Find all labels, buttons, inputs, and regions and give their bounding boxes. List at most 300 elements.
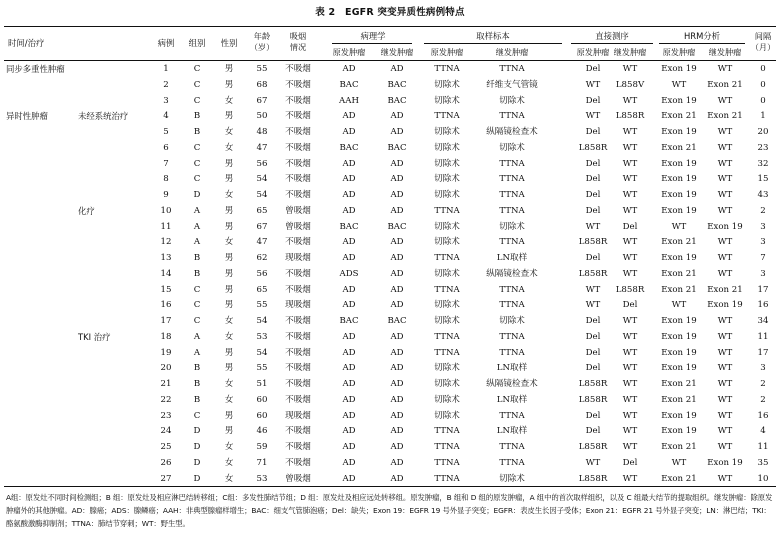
cell-interval: 15 <box>757 174 769 185</box>
cell-pathology-primary: BAC <box>339 316 359 326</box>
cell-pathology-primary: AD <box>342 379 356 389</box>
cell-smoking: 不吸烟 <box>285 363 311 374</box>
cell-smoking: 不吸烟 <box>285 190 311 200</box>
header-age-unit: （岁） <box>249 42 275 52</box>
cell-hrm-secondary: WT <box>717 394 733 405</box>
cell-interval: 0 <box>760 95 766 106</box>
cell-sex: 男 <box>224 174 234 185</box>
cell-sample-primary: 切除术 <box>434 268 460 279</box>
cell-hrm-primary: WT <box>671 79 687 90</box>
cell-sample-primary: 切除术 <box>434 300 460 311</box>
cell-hrm-secondary: WT <box>717 237 733 248</box>
subheader-secondary: 继发肿瘤 <box>613 47 647 57</box>
cell-seq-primary: WT <box>585 79 601 90</box>
cell-pathology-secondary: AD <box>390 394 404 405</box>
cell-sex: 男 <box>224 205 234 216</box>
cell-sample-primary: 切除术 <box>434 394 460 405</box>
cell-smoking: 不吸烟 <box>285 457 311 468</box>
cell-pathology-secondary: BAC <box>387 221 407 232</box>
cell-pathology-secondary: BAC <box>387 95 407 106</box>
cell-hrm-secondary: WT <box>717 363 733 374</box>
cell-sample-secondary: TTNA <box>499 457 525 468</box>
cell-sex: 男 <box>224 426 234 437</box>
cell-pathology-secondary: AD <box>390 331 404 342</box>
cell-sample-primary: 切除术 <box>434 127 460 137</box>
cell-sample-secondary: TTNA <box>499 158 525 169</box>
cell-sample-secondary: 切除术 <box>499 142 525 153</box>
cell-smoking: 不吸烟 <box>285 268 311 279</box>
cell-seq-primary: Del <box>585 205 601 216</box>
cell-smoking: 不吸烟 <box>285 174 311 185</box>
cell-interval: 11 <box>757 331 769 342</box>
cell-smoking: 不吸烟 <box>285 95 311 106</box>
cell-hrm-secondary: Exon 21 <box>707 79 743 90</box>
cell-seq-secondary: WT <box>622 268 638 279</box>
cell-sample-primary: TTNA <box>434 205 460 216</box>
cell-sex: 女 <box>224 394 234 405</box>
cell-interval: 7 <box>760 253 766 263</box>
cell-case-id: 1 <box>163 64 169 74</box>
cell-pathology-primary: AD <box>342 363 356 374</box>
cell-hrm-secondary: WT <box>717 190 733 200</box>
cell-pathology-primary: AD <box>342 300 356 311</box>
cell-sample-secondary: TTNA <box>499 331 525 342</box>
hrm-underline <box>659 43 745 44</box>
header-direct-sequencing: 直接测序 <box>595 31 629 41</box>
cell-pathology-primary: AD <box>342 473 356 484</box>
subheader-primary: 原发肿瘤 <box>662 47 696 57</box>
cell-interval: 3 <box>760 237 766 248</box>
cell-age: 56 <box>256 158 268 169</box>
cell-pathology-primary: BAC <box>339 79 359 90</box>
cell-seq-secondary: WT <box>622 410 638 421</box>
cell-sex: 女 <box>224 142 234 153</box>
cell-sex: 女 <box>224 331 234 342</box>
cell-group: A <box>193 237 201 248</box>
cell-hrm-secondary: WT <box>717 442 733 452</box>
cell-pathology-primary: BAC <box>339 142 359 153</box>
cell-seq-primary: WT <box>585 300 601 311</box>
cell-sample-primary: TTNA <box>434 331 460 342</box>
cell-interval: 11 <box>757 442 769 452</box>
cell-pathology-secondary: AD <box>390 410 404 421</box>
cell-hrm-secondary: Exon 21 <box>707 111 743 122</box>
subheader-secondary: 继发肿瘤 <box>495 47 529 57</box>
cell-interval: 35 <box>757 457 769 468</box>
cell-group: D <box>193 426 201 437</box>
cell-group: A <box>193 347 201 358</box>
cell-pathology-secondary: AD <box>390 127 404 137</box>
cell-group: B <box>193 268 201 279</box>
header-sample: 取样标本 <box>476 31 510 41</box>
cell-hrm-secondary: WT <box>717 379 733 389</box>
cell-interval: 34 <box>757 316 769 326</box>
cell-group: B <box>193 379 201 389</box>
cell-smoking: 不吸烟 <box>285 394 311 405</box>
cell-hrm-secondary: WT <box>717 316 733 326</box>
cell-seq-secondary: WT <box>622 331 638 342</box>
cell-sex: 女 <box>224 442 234 452</box>
cell-sex: 男 <box>224 410 234 421</box>
cell-sample-secondary: 纵隔镜检查术 <box>486 379 538 389</box>
cell-pathology-primary: AD <box>342 111 356 122</box>
header-smoking-2: 情况 <box>289 42 307 52</box>
cell-case-id: 27 <box>160 473 172 484</box>
cell-smoking: 不吸烟 <box>285 442 311 452</box>
cell-group: C <box>193 79 201 90</box>
header-hrm-analysis: HRM分析 <box>683 31 721 41</box>
cell-sex: 男 <box>224 268 234 279</box>
header-smoking: 吸烟 <box>289 31 307 41</box>
cell-seq-secondary: Del <box>622 300 638 311</box>
cell-age: 53 <box>256 331 268 342</box>
cell-sample-primary: 切除术 <box>434 190 460 200</box>
cell-sex: 女 <box>224 379 234 389</box>
cell-case-id: 12 <box>160 237 172 248</box>
group-label: 化疗 <box>78 205 95 216</box>
cell-hrm-primary: Exon 19 <box>661 253 697 263</box>
cell-case-id: 13 <box>160 253 172 263</box>
cell-sample-primary: 切除术 <box>434 237 460 248</box>
cell-sample-secondary: 切除术 <box>499 316 525 326</box>
cell-sex: 女 <box>224 95 234 106</box>
cell-case-id: 6 <box>163 142 169 153</box>
cell-pathology-secondary: AD <box>390 473 404 484</box>
cell-seq-primary: L858R <box>578 237 608 248</box>
cell-group: C <box>193 284 201 295</box>
header-sex: 性别 <box>220 38 238 48</box>
cell-hrm-secondary: Exon 19 <box>707 457 743 468</box>
cell-seq-secondary: WT <box>622 379 638 389</box>
table-bottom-rule <box>4 486 776 487</box>
cell-hrm-primary: Exon 19 <box>661 347 697 358</box>
cell-age: 65 <box>256 205 268 216</box>
cell-age: 48 <box>256 127 268 137</box>
cell-pathology-secondary: AD <box>390 190 404 200</box>
cell-smoking: 不吸烟 <box>285 347 311 358</box>
cell-seq-secondary: WT <box>622 442 638 452</box>
cell-hrm-primary: Exon 19 <box>661 64 697 74</box>
cell-age: 50 <box>256 111 268 122</box>
cell-case-id: 23 <box>160 410 172 421</box>
cell-seq-primary: L858R <box>578 473 608 484</box>
cell-pathology-primary: AD <box>342 284 356 295</box>
cell-sample-secondary: TTNA <box>499 237 525 248</box>
cell-pathology-secondary: AD <box>390 253 404 263</box>
cell-seq-secondary: WT <box>622 190 638 200</box>
cell-seq-secondary: WT <box>622 64 638 74</box>
cell-interval: 3 <box>760 363 766 374</box>
cell-hrm-primary: Exon 19 <box>661 190 697 200</box>
cell-pathology-primary: AD <box>342 331 356 342</box>
cell-age: 54 <box>256 347 268 358</box>
pathology-underline <box>332 43 412 44</box>
cell-seq-primary: L858R <box>578 142 608 153</box>
cell-interval: 0 <box>760 79 766 90</box>
cell-pathology-primary: AD <box>342 158 356 169</box>
subheader-primary: 原发肿瘤 <box>576 47 610 57</box>
cell-seq-secondary: L858R <box>615 284 645 295</box>
cell-seq-primary: Del <box>585 95 601 106</box>
cell-group: B <box>193 394 201 405</box>
cell-pathology-primary: AD <box>342 205 356 216</box>
cell-sample-primary: TTNA <box>434 426 460 437</box>
cell-seq-secondary: WT <box>622 473 638 484</box>
cell-group: C <box>193 158 201 169</box>
header-interval: 间隔 <box>754 31 772 41</box>
cell-age: 71 <box>256 457 268 468</box>
cell-sample-primary: 切除术 <box>434 95 460 106</box>
cell-seq-primary: Del <box>585 190 601 200</box>
cell-pathology-secondary: AD <box>390 363 404 374</box>
cell-smoking: 不吸烟 <box>285 379 311 389</box>
cell-sex: 女 <box>224 237 234 248</box>
cell-sample-primary: TTNA <box>434 253 460 263</box>
header-group: 组别 <box>188 38 206 48</box>
cell-age: 67 <box>256 95 268 106</box>
cell-interval: 10 <box>757 473 769 484</box>
cell-seq-primary: Del <box>585 174 601 185</box>
cell-smoking: 现吸烟 <box>285 300 311 311</box>
cell-age: 68 <box>256 79 268 90</box>
cell-seq-primary: L858R <box>578 394 608 405</box>
cell-sex: 女 <box>224 190 234 200</box>
cell-hrm-primary: Exon 21 <box>661 268 697 279</box>
cell-hrm-secondary: WT <box>717 473 733 484</box>
cell-pathology-primary: AD <box>342 394 356 405</box>
cell-interval: 16 <box>757 300 769 311</box>
cell-pathology-secondary: AD <box>390 284 404 295</box>
cell-sex: 男 <box>224 64 234 74</box>
cell-pathology-secondary: BAC <box>387 79 407 90</box>
cell-pathology-primary: AD <box>342 64 356 74</box>
cell-hrm-primary: Exon 21 <box>661 442 697 452</box>
cell-group: C <box>193 64 201 74</box>
cell-seq-primary: Del <box>585 253 601 263</box>
cell-sex: 女 <box>224 127 234 137</box>
cell-pathology-primary: AD <box>342 347 356 358</box>
cell-smoking: 不吸烟 <box>285 158 311 169</box>
cell-hrm-primary: Exon 19 <box>661 316 697 326</box>
header-pathology: 病理学 <box>360 31 386 41</box>
cell-age: 67 <box>256 221 268 232</box>
cell-sample-secondary: TTNA <box>499 300 525 311</box>
cell-hrm-secondary: WT <box>717 205 733 216</box>
cell-sample-secondary: 纵隔镜检查术 <box>486 127 538 137</box>
cell-case-id: 24 <box>160 426 172 437</box>
cell-hrm-primary: Exon 21 <box>661 111 697 122</box>
cell-seq-primary: WT <box>585 457 601 468</box>
cell-pathology-primary: BAC <box>339 221 359 232</box>
cell-sample-secondary: 纵隔镜检查术 <box>486 268 538 279</box>
cell-case-id: 9 <box>163 190 169 200</box>
cell-age: 60 <box>256 410 268 421</box>
header-bottom-rule <box>4 60 776 61</box>
cell-seq-secondary: WT <box>622 253 638 263</box>
cell-pathology-secondary: AD <box>390 268 404 279</box>
subheader-secondary: 继发肿瘤 <box>380 47 414 57</box>
cell-smoking: 曾吸烟 <box>285 205 311 216</box>
cell-sample-secondary: 切除术 <box>499 221 525 232</box>
cell-hrm-primary: Exon 19 <box>661 95 697 106</box>
cell-seq-primary: Del <box>585 363 601 374</box>
cell-hrm-secondary: Exon 19 <box>707 221 743 232</box>
cell-age: 59 <box>256 442 268 452</box>
cell-case-id: 3 <box>163 95 169 106</box>
cell-seq-primary: L858R <box>578 379 608 389</box>
cell-case-id: 22 <box>160 394 172 405</box>
cell-sex: 女 <box>224 316 234 326</box>
header-case: 病例 <box>157 38 175 48</box>
cell-interval: 3 <box>760 268 766 279</box>
cell-seq-primary: Del <box>585 331 601 342</box>
cell-hrm-secondary: WT <box>717 410 733 421</box>
cell-sample-primary: TTNA <box>434 347 460 358</box>
cell-pathology-secondary: AD <box>390 347 404 358</box>
cell-interval: 3 <box>760 221 766 232</box>
cell-smoking: 不吸烟 <box>285 79 311 90</box>
cell-age: 56 <box>256 268 268 279</box>
cell-interval: 2 <box>760 379 766 389</box>
cell-smoking: 不吸烟 <box>285 316 311 326</box>
cell-case-id: 26 <box>160 457 172 468</box>
cell-hrm-primary: Exon 19 <box>661 158 697 169</box>
cell-sample-primary: 切除术 <box>434 174 460 185</box>
cell-seq-secondary: L858V <box>615 79 645 90</box>
cell-sex: 男 <box>224 284 234 295</box>
cell-hrm-primary: Exon 19 <box>661 205 697 216</box>
cell-case-id: 5 <box>163 127 169 137</box>
cell-pathology-secondary: AD <box>390 158 404 169</box>
cell-case-id: 18 <box>160 331 172 342</box>
cell-hrm-primary: Exon 19 <box>661 331 697 342</box>
cell-sample-primary: 切除术 <box>434 158 460 169</box>
cell-hrm-secondary: WT <box>717 331 733 342</box>
cell-group: B <box>193 363 201 374</box>
cell-seq-secondary: Del <box>622 221 638 232</box>
cell-smoking: 曾吸烟 <box>285 221 311 232</box>
cell-sample-secondary: TTNA <box>499 174 525 185</box>
cell-age: 55 <box>256 300 268 311</box>
cell-smoking: 不吸烟 <box>285 426 311 437</box>
cell-group: C <box>193 95 201 106</box>
cell-sample-secondary: TTNA <box>499 190 525 200</box>
cell-group: C <box>193 316 201 326</box>
cell-seq-secondary: WT <box>622 174 638 185</box>
cell-sample-secondary: TTNA <box>499 347 525 358</box>
cell-age: 53 <box>256 473 268 484</box>
cell-sample-secondary: LN取样 <box>496 426 528 437</box>
cell-sample-secondary: LN取样 <box>496 363 528 374</box>
cell-seq-secondary: WT <box>622 316 638 326</box>
cell-sample-primary: TTNA <box>434 473 460 484</box>
cell-sample-secondary: 切除术 <box>499 473 525 484</box>
cell-case-id: 25 <box>160 442 172 452</box>
cell-seq-secondary: WT <box>622 127 638 137</box>
cell-sample-primary: 切除术 <box>434 379 460 389</box>
cell-seq-secondary: WT <box>622 347 638 358</box>
cell-hrm-secondary: Exon 21 <box>707 284 743 295</box>
cell-seq-secondary: WT <box>622 394 638 405</box>
cell-group: C <box>193 300 201 311</box>
cell-sample-secondary: TTNA <box>499 284 525 295</box>
cell-interval: 2 <box>760 394 766 405</box>
cell-hrm-primary: Exon 19 <box>661 363 697 374</box>
cell-group: A <box>193 331 201 342</box>
cell-pathology-secondary: AD <box>390 174 404 185</box>
cell-sample-secondary: TTNA <box>499 410 525 421</box>
cell-seq-primary: WT <box>585 284 601 295</box>
cell-seq-secondary: WT <box>622 205 638 216</box>
cell-seq-secondary: WT <box>622 426 638 437</box>
cell-smoking: 不吸烟 <box>285 284 311 295</box>
cell-age: 54 <box>256 174 268 185</box>
cell-pathology-primary: AD <box>342 442 356 452</box>
cell-interval: 0 <box>760 64 766 74</box>
cell-case-id: 2 <box>163 79 169 90</box>
cell-interval: 4 <box>760 426 766 437</box>
cell-sex: 男 <box>224 111 234 122</box>
top-rule <box>4 26 776 27</box>
cell-interval: 17 <box>757 284 769 295</box>
cell-pathology-primary: AAH <box>339 95 359 106</box>
cell-hrm-secondary: WT <box>717 253 733 263</box>
cell-pathology-secondary: AD <box>390 300 404 311</box>
cell-interval: 16 <box>757 410 769 421</box>
cell-age: 47 <box>256 237 268 248</box>
cell-interval: 17 <box>757 347 769 358</box>
cell-sample-secondary: LN取样 <box>496 253 528 263</box>
cell-hrm-primary: Exon 19 <box>661 426 697 437</box>
cell-seq-primary: Del <box>585 316 601 326</box>
cell-case-id: 15 <box>160 284 172 295</box>
cell-hrm-primary: Exon 19 <box>661 410 697 421</box>
cell-group: D <box>193 457 201 468</box>
cell-sample-primary: TTNA <box>434 64 460 74</box>
cell-case-id: 19 <box>160 347 172 358</box>
cell-hrm-primary: Exon 21 <box>661 237 697 248</box>
cell-pathology-secondary: AD <box>390 237 404 248</box>
cell-sample-primary: 切除术 <box>434 410 460 421</box>
cell-interval: 1 <box>760 111 766 122</box>
cell-seq-secondary: WT <box>622 237 638 248</box>
cell-case-id: 10 <box>160 205 172 216</box>
cell-hrm-primary: Exon 21 <box>661 379 697 389</box>
cell-pathology-primary: AD <box>342 237 356 248</box>
cell-sample-primary: 切除术 <box>434 142 460 153</box>
sample-underline <box>424 43 562 44</box>
cell-pathology-secondary: BAC <box>387 142 407 153</box>
cell-seq-primary: Del <box>585 426 601 437</box>
cell-pathology-secondary: AD <box>390 205 404 216</box>
cell-pathology-primary: AD <box>342 253 356 263</box>
cell-group: D <box>193 473 201 484</box>
cell-seq-primary: WT <box>585 111 601 122</box>
subheader-primary: 原发肿瘤 <box>332 47 366 57</box>
cell-seq-primary: WT <box>585 221 601 232</box>
cell-pathology-primary: ADS <box>339 268 359 279</box>
header-interval-unit: （月） <box>750 42 776 52</box>
cell-sample-secondary: TTNA <box>499 111 525 122</box>
cell-sample-primary: 切除术 <box>434 363 460 374</box>
cell-smoking: 不吸烟 <box>285 127 311 137</box>
cell-seq-secondary: Del <box>622 457 638 468</box>
cell-sample-secondary: LN取样 <box>496 394 528 405</box>
cell-pathology-secondary: AD <box>390 111 404 122</box>
cell-pathology-primary: AD <box>342 457 356 468</box>
table-footnote: A组：原发灶不同时间检测组；B 组：原发灶及相应淋巴结转移组；C组：多发性肺结节组；D 组：原发灶及相应远处转移组。原发肿瘤，B 组和 D 组的原发肿瘤，A 组中的首次取样组织，以及 C 组最大结节的提取组织。继发肿瘤：除原发肿瘤外的其他肿瘤。AD：腺癌；ADS：腺鳞癌；AAH：非典型腺瘤样增生；BAC：细支气管肺泡癌；Del：缺失；Exon 19：EGFR 19 号外显子突变；EGFR：表皮生长因子受体；Exon 21：EGFR 21 号外显子突变；LN：淋巴结；TKI：酪氨酸激酶抑制剂；TTNA：肺结节穿刺；WT：野生型。 <box>6 493 773 528</box>
cell-hrm-secondary: WT <box>717 127 733 137</box>
